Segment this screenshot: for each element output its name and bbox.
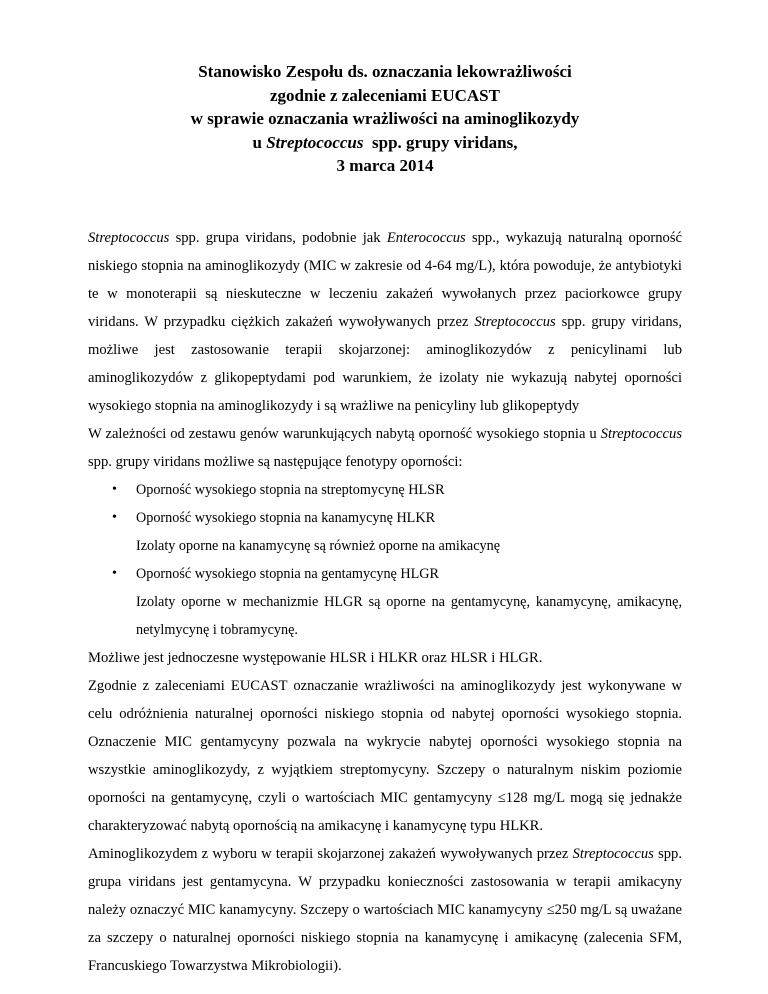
phenotypes-text-1: W zależności od zestawu genów warunkujących nabytą oporność wysokiego stopnia u bbox=[88, 425, 601, 442]
bullet-note-hlgr: Izolaty oporne w mechanizmie HLGR są oporne na gentamycynę, kanamycynę, amikacynę, netylmycynę i tobramycynę. bbox=[136, 593, 682, 638]
bullet-item-hlgr bbox=[88, 560, 682, 588]
document-title bbox=[88, 60, 682, 178]
intro-text-1: spp. grupa viridans, podobnie jak bbox=[169, 229, 387, 246]
title-line-2: zgodnie z zaleceniami EUCAST bbox=[270, 85, 500, 105]
paragraph-intro bbox=[88, 224, 682, 420]
title-line-1: Stanowisko Zespołu ds. oznaczania lekowrażliwości bbox=[198, 62, 572, 81]
bullet-dot-icon: • bbox=[112, 565, 117, 581]
bullet-dot-icon: • bbox=[112, 509, 117, 525]
bullet-text: Oporność wysokiego stopnia na gentamycynę HLGR bbox=[136, 565, 440, 582]
bullet-item-hlkr bbox=[88, 504, 682, 532]
title-line-4-genus: Streptococcus bbox=[266, 132, 364, 152]
therapy-text-2: spp. grupa viridans jest gentamycyna. W przypadku konieczności zastosowania w terapii amikacyny należy oznaczyć MIC kanamycyny. Szczepy o wartościach MIC kanamycyny ≤250 mg/L są uważane za szczepy o naturalnej oporności niskiego stopnia na kanamycynę i amikacynę (zalecenia SFM, Francuskiego Towarzystwa Mikrobiologii). bbox=[88, 845, 682, 974]
paragraph-eucast: Zgodnie z zaleceniami EUCAST oznaczanie wrażliwości na aminoglikozydy jest wykonywane w celu odróżnienia naturalnej oporności niskiego stopnia od nabytej oporności wysokiego stopnia. Oznaczenie MIC gentamycyny pozwala na wykrycie nabytej oporności wysokiego stopnia na wszystkie aminoglikozydy, z wyjątkiem streptomycyny. Szczepy o naturalnym niskim poziomie oporności na gentamycynę, czyli o wartościach MIC gentamycyny ≤128 mg/L mogą się jednakże charakteryzować nabytą opornością na amikacynę i kanamycynę typu HLKR. bbox=[88, 677, 682, 834]
title-line-3: w sprawie oznaczania wrażliwości na aminoglikozydy bbox=[190, 109, 580, 128]
intro-text-3: spp. grupy viridans, możliwe jest zastosowanie terapii skojarzonej: aminoglikozydów z penicylinami lub aminoglikozydów z glikopeptydami pod warunkiem, że izolaty nie wykazują nabytej oporności wysokiego stopnia na aminoglikozydy i są wrażliwe na penicyliny lub glikopeptydy bbox=[88, 313, 682, 414]
phenotypes-genus: Streptococcus bbox=[600, 425, 682, 442]
bullet-text: Oporność wysokiego stopnia na kanamycynę HLKR bbox=[136, 509, 436, 526]
document-page bbox=[88, 60, 682, 980]
paragraph-coexistence: Możliwe jest jednoczesne występowanie HLSR i HLKR oraz HLSR i HLGR. bbox=[88, 649, 543, 666]
bullet-note-hlkr: Izolaty oporne na kanamycynę są również oporne na amikacynę bbox=[136, 537, 500, 554]
phenotypes-text-2: spp. grupy viridans możliwe są następujące fenotypy oporności: bbox=[88, 453, 463, 470]
title-line-4 bbox=[88, 131, 682, 155]
intro-genus-2: Enterococcus bbox=[386, 229, 466, 246]
intro-genus-1: Streptococcus bbox=[88, 229, 170, 246]
paragraph-therapy bbox=[88, 840, 682, 980]
bullet-item-hlsr bbox=[88, 476, 682, 504]
title-line-4-suffix: spp. grupy viridans, bbox=[363, 132, 518, 152]
intro-genus-3: Streptococcus bbox=[474, 313, 556, 330]
paragraph-phenotypes bbox=[88, 420, 682, 476]
therapy-text-1: Aminoglikozydem z wyboru w terapii skojarzonej zakażeń wywoływanych przez bbox=[88, 845, 573, 862]
therapy-genus: Streptococcus bbox=[572, 845, 654, 862]
title-line-4-prefix: u bbox=[252, 132, 267, 152]
title-date: 3 marca 2014 bbox=[336, 156, 434, 175]
intro-text-2: spp., wykazują naturalną oporność niskiego stopnia na aminoglikozydy (MIC w zakresie od 4-64 mg/L), która powoduje, że antybiotyki te w monoterapii są nieskuteczne w leczeniu zakażeń wywołanych przez paciorkowce grupy viridans. W przypadku ciężkich zakażeń wywoływanych przez bbox=[88, 229, 682, 330]
bullet-dot-icon: • bbox=[112, 481, 117, 497]
bullet-text: Oporność wysokiego stopnia na streptomycynę HLSR bbox=[136, 481, 445, 498]
